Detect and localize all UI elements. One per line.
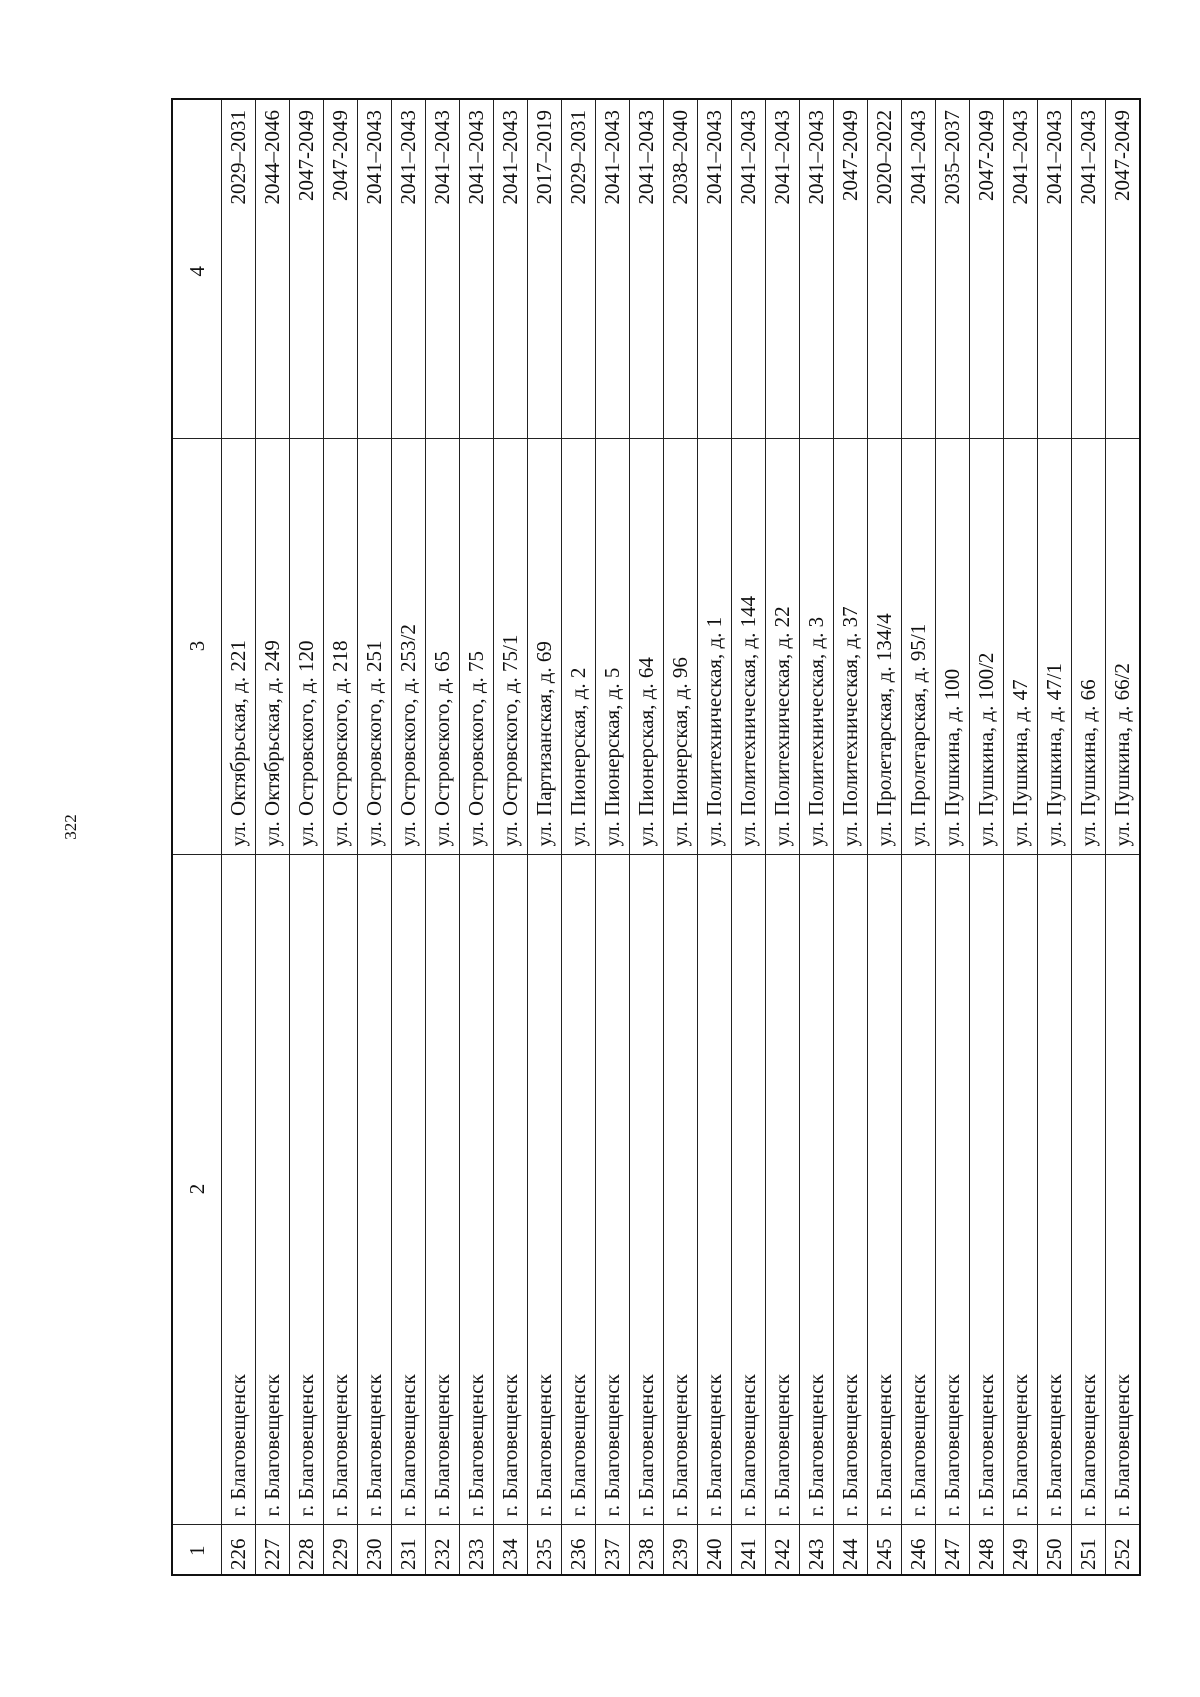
city-cell: г. Благовещенск (494, 855, 528, 1525)
period-cell: 2047-2049 (970, 99, 1004, 439)
city-cell: г. Благовещенск (528, 855, 562, 1525)
address-cell: ул. Пионерская, д. 96 (664, 439, 698, 855)
address-cell: ул. Пролетарская, д. 95/1 (902, 439, 936, 855)
city-cell: г. Благовещенск (392, 855, 426, 1525)
address-cell: ул. Октябрьская, д. 249 (256, 439, 290, 855)
table-row (426, 99, 460, 1575)
table-row (1106, 99, 1141, 1575)
table-row (562, 99, 596, 1575)
address-cell: ул. Пушкина, д. 100 (936, 439, 970, 855)
table-row (222, 99, 256, 1575)
city-cell: г. Благовещенск (800, 855, 834, 1525)
period-cell: 2044–2046 (256, 99, 290, 439)
row-number-cell: 241 (732, 1525, 766, 1575)
period-cell: 2041–2043 (426, 99, 460, 439)
city-cell: г. Благовещенск (222, 855, 256, 1525)
table-row (698, 99, 732, 1575)
address-cell: ул. Политехническая, д. 1 (698, 439, 732, 855)
address-cell: ул. Пушкина, д. 66 (1072, 439, 1106, 855)
city-cell: г. Благовещенск (596, 855, 630, 1525)
period-cell: 2041–2043 (358, 99, 392, 439)
table-header-row (172, 99, 222, 1575)
city-cell: г. Благовещенск (460, 855, 494, 1525)
row-number-cell: 244 (834, 1525, 868, 1575)
address-cell: ул. Пролетарская, д. 134/4 (868, 439, 902, 855)
period-cell: 2047-2049 (1106, 99, 1141, 439)
table-row (494, 99, 528, 1575)
table-row (970, 99, 1004, 1575)
period-cell: 2041–2043 (1038, 99, 1072, 439)
period-cell: 2047-2049 (834, 99, 868, 439)
city-cell: г. Благовещенск (970, 855, 1004, 1525)
table-row (800, 99, 834, 1575)
address-cell: ул. Пионерская, д. 5 (596, 439, 630, 855)
table-row (766, 99, 800, 1575)
period-cell: 2041–2043 (494, 99, 528, 439)
address-cell: ул. Островского, д. 218 (324, 439, 358, 855)
row-number-cell: 242 (766, 1525, 800, 1575)
table-row (664, 99, 698, 1575)
row-number-cell: 230 (358, 1525, 392, 1575)
city-cell: г. Благовещенск (1038, 855, 1072, 1525)
table-row (1004, 99, 1038, 1575)
period-cell: 2047-2049 (324, 99, 358, 439)
address-cell: ул. Пушкина, д. 66/2 (1106, 439, 1141, 855)
city-cell: г. Благовещенск (834, 855, 868, 1525)
table-row (256, 99, 290, 1575)
city-cell: г. Благовещенск (936, 855, 970, 1525)
period-cell: 2041–2043 (902, 99, 936, 439)
period-cell: 2035–2037 (936, 99, 970, 439)
table-row (868, 99, 902, 1575)
city-cell: г. Благовещенск (902, 855, 936, 1525)
row-number-cell: 245 (868, 1525, 902, 1575)
row-number-cell: 226 (222, 1525, 256, 1575)
city-cell: г. Благовещенск (1072, 855, 1106, 1525)
address-cell: ул. Политехническая, д. 22 (766, 439, 800, 855)
table-row (596, 99, 630, 1575)
city-cell: г. Благовещенск (868, 855, 902, 1525)
period-cell: 2041–2043 (1004, 99, 1038, 439)
table-row (1072, 99, 1106, 1575)
row-number-cell: 246 (902, 1525, 936, 1575)
address-cell: ул. Островского, д. 65 (426, 439, 460, 855)
row-number-cell: 238 (630, 1525, 664, 1575)
city-cell: г. Благовещенск (426, 855, 460, 1525)
row-number-cell: 252 (1106, 1525, 1141, 1575)
column-header-3: 3 (172, 439, 222, 855)
row-number-cell: 240 (698, 1525, 732, 1575)
row-number-cell: 237 (596, 1525, 630, 1575)
city-cell: г. Благовещенск (1106, 855, 1141, 1525)
table-row (460, 99, 494, 1575)
period-cell: 2047-2049 (290, 99, 324, 439)
period-cell: 2041–2043 (630, 99, 664, 439)
row-number-cell: 236 (562, 1525, 596, 1575)
table-row (936, 99, 970, 1575)
schedule-table (171, 98, 1141, 1576)
city-cell: г. Благовещенск (324, 855, 358, 1525)
table-row (732, 99, 766, 1575)
row-number-cell: 233 (460, 1525, 494, 1575)
address-cell: ул. Пушкина, д. 47/1 (1038, 439, 1072, 855)
table-row (290, 99, 324, 1575)
column-header-4: 4 (172, 99, 222, 439)
period-cell: 2041–2043 (698, 99, 732, 439)
table-row (528, 99, 562, 1575)
table-row (834, 99, 868, 1575)
row-number-cell: 248 (970, 1525, 1004, 1575)
period-cell: 2029–2031 (222, 99, 256, 439)
row-number-cell: 227 (256, 1525, 290, 1575)
period-cell: 2041–2043 (596, 99, 630, 439)
table-container (171, 100, 1134, 1576)
page-number: 322 (61, 814, 80, 840)
row-number-cell: 243 (800, 1525, 834, 1575)
period-cell: 2041–2043 (392, 99, 426, 439)
city-cell: г. Благовещенск (290, 855, 324, 1525)
address-cell: ул. Партизанская, д. 69 (528, 439, 562, 855)
address-cell: ул. Островского, д. 120 (290, 439, 324, 855)
column-header-2: 2 (172, 855, 222, 1525)
table-body (172, 99, 1140, 1575)
city-cell: г. Благовещенск (562, 855, 596, 1525)
address-cell: ул. Пионерская, д. 2 (562, 439, 596, 855)
row-number-cell: 250 (1038, 1525, 1072, 1575)
address-cell: ул. Островского, д. 251 (358, 439, 392, 855)
address-cell: ул. Островского, д. 253/2 (392, 439, 426, 855)
period-cell: 2041–2043 (766, 99, 800, 439)
city-cell: г. Благовещенск (664, 855, 698, 1525)
city-cell: г. Благовещенск (732, 855, 766, 1525)
city-cell: г. Благовещенск (630, 855, 664, 1525)
city-cell: г. Благовещенск (698, 855, 732, 1525)
city-cell: г. Благовещенск (358, 855, 392, 1525)
row-number-cell: 234 (494, 1525, 528, 1575)
table-row (630, 99, 664, 1575)
column-header-1: 1 (172, 1525, 222, 1575)
period-cell: 2041–2043 (732, 99, 766, 439)
row-number-cell: 229 (324, 1525, 358, 1575)
table-row (392, 99, 426, 1575)
address-cell: ул. Политехническая, д. 3 (800, 439, 834, 855)
row-number-cell: 247 (936, 1525, 970, 1575)
period-cell: 2029–2031 (562, 99, 596, 439)
period-cell: 2041–2043 (460, 99, 494, 439)
period-cell: 2020–2022 (868, 99, 902, 439)
period-cell: 2017–2019 (528, 99, 562, 439)
address-cell: ул. Политехническая, д. 144 (732, 439, 766, 855)
period-cell: 2038–2040 (664, 99, 698, 439)
city-cell: г. Благовещенск (256, 855, 290, 1525)
row-number-cell: 251 (1072, 1525, 1106, 1575)
row-number-cell: 239 (664, 1525, 698, 1575)
address-cell: ул. Политехническая, д. 37 (834, 439, 868, 855)
table-row (1038, 99, 1072, 1575)
address-cell: ул. Островского, д. 75/1 (494, 439, 528, 855)
table-row (902, 99, 936, 1575)
row-number-cell: 232 (426, 1525, 460, 1575)
row-number-cell: 228 (290, 1525, 324, 1575)
row-number-cell: 235 (528, 1525, 562, 1575)
period-cell: 2041–2043 (800, 99, 834, 439)
table-row (324, 99, 358, 1575)
address-cell: ул. Пушкина, д. 47 (1004, 439, 1038, 855)
period-cell: 2041–2043 (1072, 99, 1106, 439)
row-number-cell: 249 (1004, 1525, 1038, 1575)
address-cell: ул. Пушкина, д. 100/2 (970, 439, 1004, 855)
address-cell: ул. Октябрьская, д. 221 (222, 439, 256, 855)
row-number-cell: 231 (392, 1525, 426, 1575)
address-cell: ул. Островского, д. 75 (460, 439, 494, 855)
city-cell: г. Благовещенск (766, 855, 800, 1525)
address-cell: ул. Пионерская, д. 64 (630, 439, 664, 855)
table-row (358, 99, 392, 1575)
city-cell: г. Благовещенск (1004, 855, 1038, 1525)
